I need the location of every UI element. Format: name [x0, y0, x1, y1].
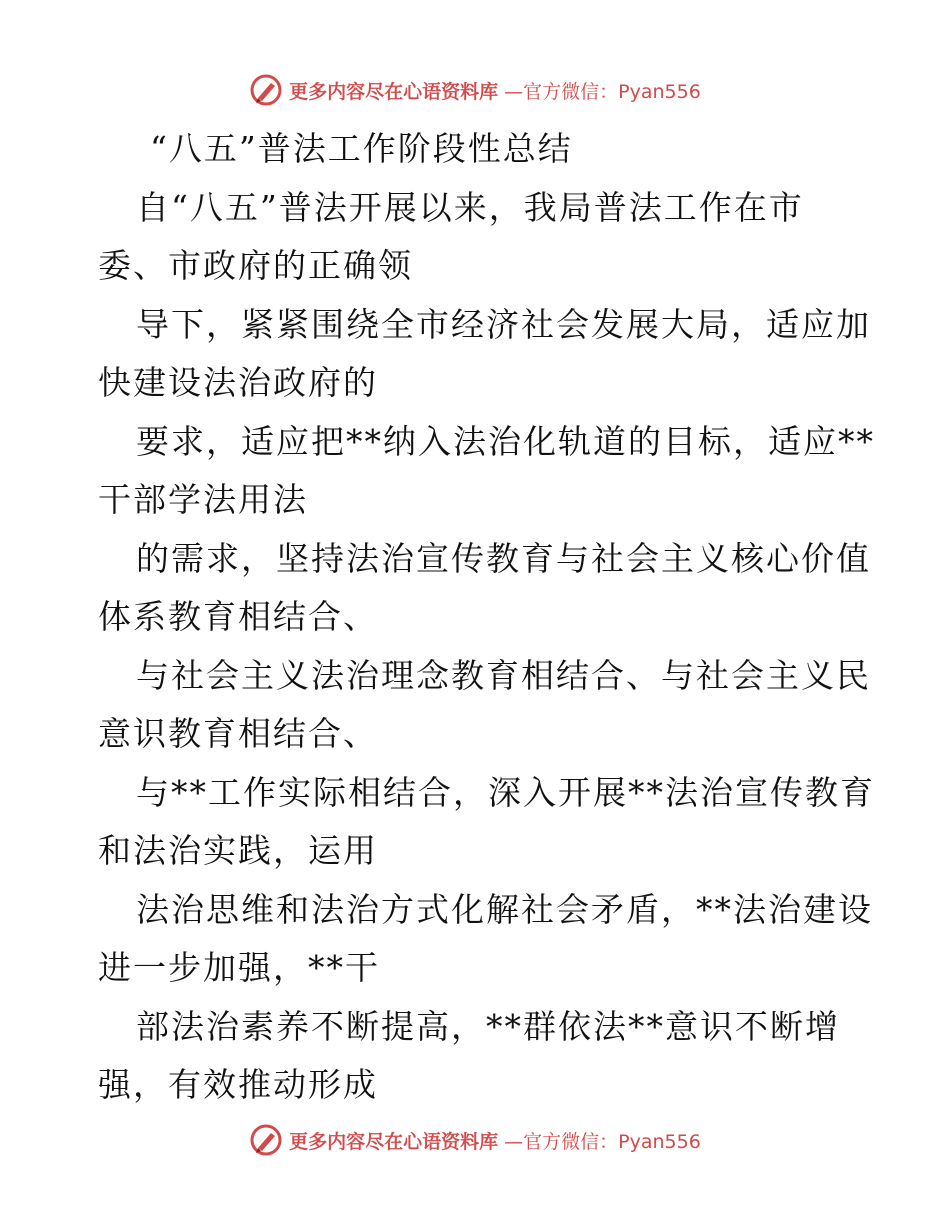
body-line: 快建设法治政府的: [98, 363, 378, 402]
pen-logo-icon: [249, 73, 283, 107]
banner-main-text: 更多内容尽在心语资料库: [289, 1130, 499, 1153]
header-banner: [0, 70, 950, 110]
body-line: 体系教育相结合、: [98, 597, 378, 636]
body-line: 法治思维和法治方式化解社会矛盾，**法治建设: [136, 889, 873, 929]
banner-sub-text: —官方微信：Pyan556: [504, 1130, 701, 1153]
body-line: 的需求，坚持法治宣传教育与社会主义核心价值: [136, 538, 871, 578]
body-line: 与**工作实际相结合，深入开展**法治宣传教育: [136, 772, 875, 812]
banner-main-text: 更多内容尽在心语资料库: [289, 80, 499, 103]
body-line: 与社会主义法治理念教育相结合、与社会主义民: [136, 655, 871, 695]
body-line: 自“八五”普法开展以来，我局普法工作在市: [136, 187, 804, 227]
body-line: 部法治素养不断提高，**群依法**意识不断增: [136, 1006, 840, 1046]
body-line: 和法治实践，运用: [98, 831, 378, 870]
footer-banner: [0, 1120, 950, 1160]
body-line: 强，有效推动形成: [98, 1065, 378, 1104]
pen-logo-icon: [249, 1123, 283, 1157]
document-body: [98, 120, 875, 1115]
banner-sub-text: —官方微信：Pyan556: [504, 80, 701, 103]
body-line: 导下，紧紧围绕全市经济社会发展大局，适应加: [136, 304, 871, 344]
body-line: 委、市政府的正确领: [98, 246, 413, 285]
body-line: 干部学法用法: [98, 480, 308, 519]
body-line: 意识教育相结合、: [98, 714, 378, 753]
body-line: 进一步加强，**干: [98, 948, 380, 987]
document-title: “八五”普法工作阶段性总结: [150, 129, 573, 168]
body-line: 要求，适应把**纳入法治化轨道的目标，适应**: [136, 421, 875, 461]
